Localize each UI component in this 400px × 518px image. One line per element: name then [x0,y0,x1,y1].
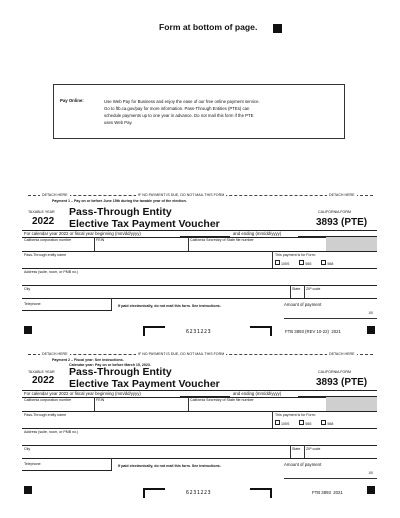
bracket-right [250,326,272,336]
option-565: 565 [305,262,312,266]
divider [272,411,273,428]
voucher-title-line1: Pass-Through Entity [69,366,172,378]
ending-line: and ending (mm/dd/yyyy) [233,231,282,236]
rule [22,298,377,299]
fein-field[interactable]: FEIN [96,398,105,402]
rule [22,428,377,429]
state-field[interactable]: State [292,447,301,451]
shaded-box [326,397,377,411]
detach-right: DETACH HERE [329,352,355,356]
amount-field[interactable] [284,470,377,479]
rule [22,458,377,459]
option-100s: 100S [281,262,290,266]
payment-note: Payment 1 – Pay on or before June 15th during the taxable year of the election. [52,199,187,203]
telephone-field[interactable]: Telephone [24,302,41,306]
california-form-label: CALIFORNIA FORM [318,370,351,374]
payment-note: Payment 2 – Fiscal year: See instructions. [52,358,124,362]
address-field[interactable]: Address (suite, room, or PMB no.) [24,430,79,434]
ocr-code: 6231223 [186,329,212,335]
corner-mark [24,326,32,334]
form-footer: FTB 3893 (REV 10-22) 2021 [285,329,341,334]
zip-field[interactable]: ZIP code [306,447,321,451]
divider [272,251,273,268]
tax-year: 2022 [32,216,55,227]
rule [22,285,377,286]
voucher-title-line2: Elective Tax Payment Voucher [69,218,220,230]
taxable-year-label: TAXABLE YEAR [28,210,55,214]
checkbox-565[interactable] [299,420,304,425]
option-568: 568 [327,422,334,426]
city-field[interactable]: City [24,447,31,451]
telephone-field[interactable]: Telephone [24,462,41,466]
corner-mark [273,24,282,33]
form-number: 3893 (PTE) [316,377,368,388]
divider [94,397,95,411]
pay-online-line2: Go to ftb.ca.gov/pay for more information. Pass-Through Entities (PTEs) can [104,106,250,111]
voucher-title-line2: Elective Tax Payment Voucher [69,378,220,390]
electronic-note: If paid electronically, do not mail this form. See instructions. [118,304,221,308]
pay-online-line4: uses Web Pay. [104,120,133,125]
amount-label: Amount of payment [284,462,322,467]
entity-name-field[interactable]: Pass-Through entity name [24,253,67,257]
divider [188,237,189,251]
divider [111,298,112,310]
corner-mark [24,486,32,494]
detach-middle: IF NO PAYMENT IS DUE, DO NOT MAIL THIS FORM [138,352,225,356]
amount-cents: .00 [368,471,373,475]
city-field[interactable]: City [24,287,31,291]
ocr-code: 6231223 [186,490,212,496]
sos-number-field[interactable]: California Secretary of State file number [190,398,254,402]
calendar-line: For calendar year 2022 or fiscal year beginning (mm/dd/yyyy) [24,391,141,396]
checkbox-565[interactable] [299,260,304,265]
voucher-title-line1: Pass-Through Entity [69,206,172,218]
state-field[interactable]: State [292,287,301,291]
payment-for-label: This payment is for Form: [275,253,316,257]
form-at-bottom-note: Form at bottom of page. [159,22,258,32]
corner-mark [367,326,375,334]
divider [94,237,95,251]
form-number: 3893 (PTE) [316,217,368,228]
bracket-left [143,488,165,498]
amount-label: Amount of payment [284,302,322,307]
divider [304,285,305,298]
divider [188,397,189,411]
divider [290,445,291,458]
rule [22,445,377,446]
address-field[interactable]: Address (suite, room, or PMB no.) [24,270,79,274]
detach-right: DETACH HERE [329,193,355,197]
detach-middle: IF NO PAYMENT IS DUE, DO NOT MAIL THIS FORM [138,193,225,197]
pay-online-text [104,98,344,126]
payment-for-label: This payment is for Form: [275,413,316,417]
rule [22,411,377,412]
pay-online-label: Pay Online: [60,98,84,103]
option-565: 565 [305,422,312,426]
checkbox-568[interactable] [321,420,326,425]
option-100s: 100S [281,422,290,426]
amount-cents: .00 [368,311,373,315]
detach-left: DETACH HERE [42,193,68,197]
corp-number-field[interactable]: California corporation number [24,398,72,402]
pay-online-line3: schedule payments up to one year in advance. Do not mail this form if the PTE [104,113,254,118]
zip-field[interactable]: ZIP code [306,287,321,291]
payment-note-calendar: Calendar year: Pay on or before March 15, 2023. [69,363,151,367]
detach-left: DETACH HERE [42,352,68,356]
taxable-year-label: TAXABLE YEAR [28,370,55,374]
rule [22,310,112,311]
fein-field[interactable]: FEIN [96,238,105,242]
divider [111,458,112,470]
bracket-left [143,326,165,336]
form-options [275,420,333,426]
entity-name-field[interactable]: Pass-Through entity name [24,413,67,417]
bracket-right [250,488,272,498]
pay-online-line1: Use Web Pay for Business and enjoy the ease of our free online payment service. [104,99,260,104]
electronic-note: If paid electronically, do not mail this form. See instructions. [118,464,221,468]
checkbox-100s[interactable] [275,260,280,265]
pay-online-box [53,84,345,139]
corp-number-field[interactable]: California corporation number [24,238,72,242]
rule [22,470,112,471]
form-footer: FTB 3893 2021 [312,490,343,495]
checkbox-100s[interactable] [275,420,280,425]
calendar-line: For calendar year 2022 or fiscal year beginning (mm/dd/yyyy) [24,231,141,236]
option-568: 568 [327,262,334,266]
sos-number-field[interactable]: California Secretary of State file number [190,238,254,242]
tax-year: 2022 [32,375,55,386]
rule [22,251,377,252]
california-form-label: CALIFORNIA FORM [318,210,351,214]
shaded-box [326,237,377,251]
rule [22,268,377,269]
ending-line: and ending (mm/dd/yyyy) [233,391,282,396]
amount-field[interactable] [284,310,377,319]
form-options [275,260,333,266]
corner-mark [367,486,375,494]
divider [290,285,291,298]
checkbox-568[interactable] [321,260,326,265]
divider [304,445,305,458]
